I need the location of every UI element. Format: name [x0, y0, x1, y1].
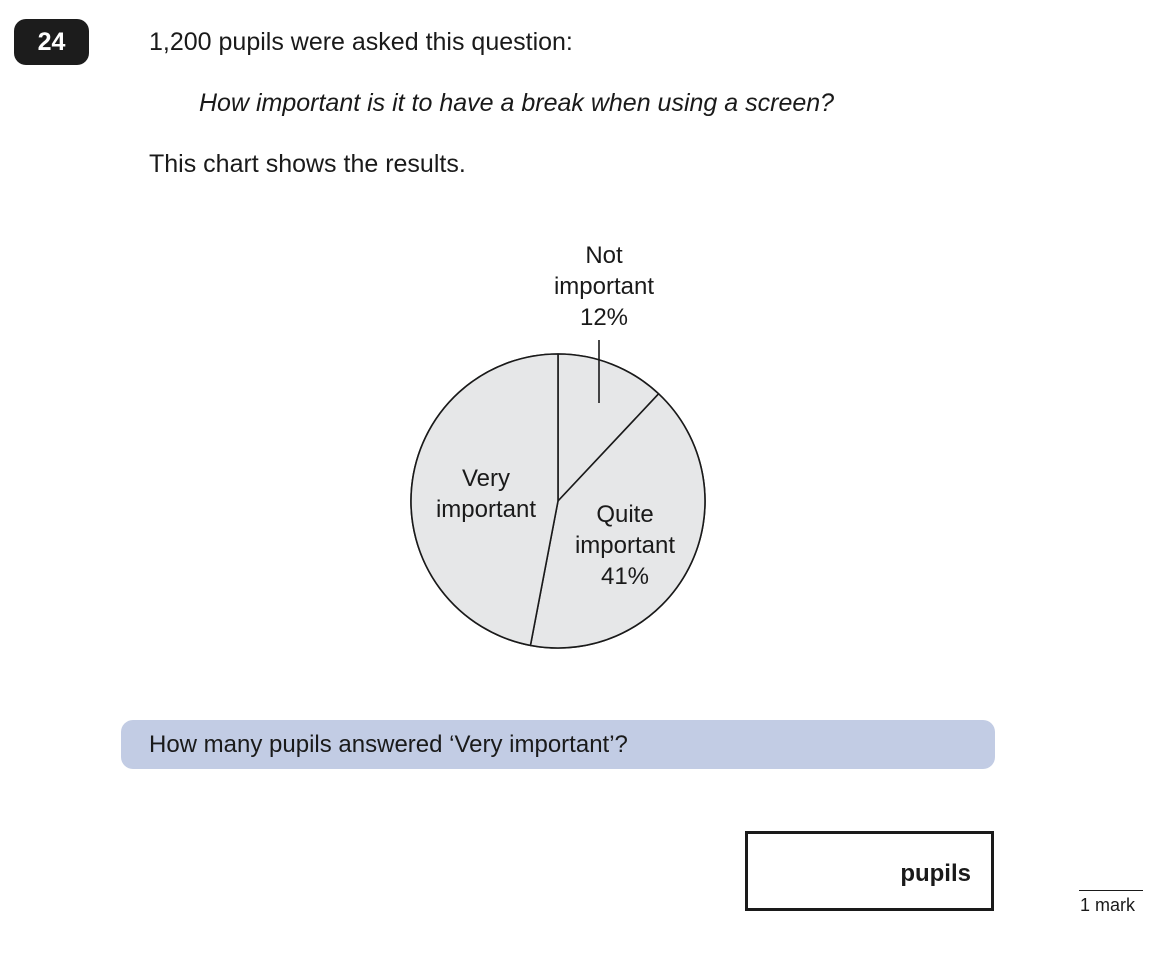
pie-label-2: Very important: [435, 465, 537, 523]
answer-box[interactable]: [745, 831, 994, 911]
answer-unit-label: pupils: [900, 860, 971, 887]
question-number: 24: [37, 27, 66, 56]
pie-label-0: Not important 12%: [553, 242, 655, 331]
pie-label-1: Quite important 41%: [574, 501, 676, 590]
survey-question-quote: How important is it to have a break when using a screen?: [199, 89, 835, 117]
question-prompt-bar: [121, 720, 995, 769]
question-prompt: How many pupils answered ‘Very important’?: [149, 731, 628, 758]
question-intro: 1,200 pupils were asked this question:: [149, 28, 573, 56]
mark-allocation: 1 mark: [1080, 895, 1136, 915]
chart-caption: This chart shows the results.: [149, 150, 466, 178]
mark-divider: [1079, 890, 1143, 891]
